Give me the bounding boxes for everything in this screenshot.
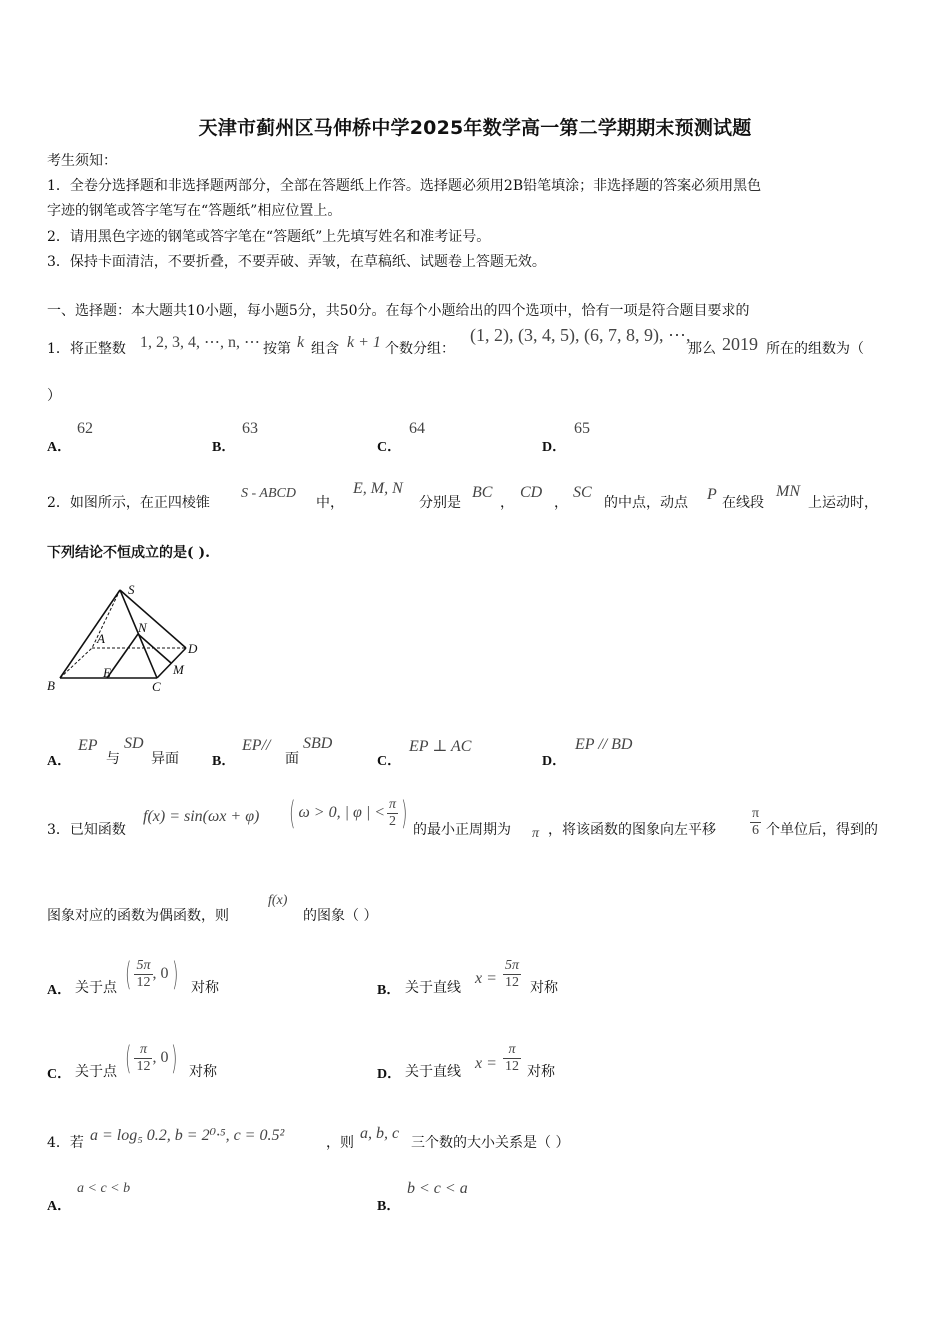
label-s: S <box>128 582 135 597</box>
q2-option-a-m1: EP <box>78 737 98 754</box>
q1-2019: 2019 <box>722 334 758 354</box>
q2-option-d-m1: EP // BD <box>575 736 633 753</box>
q1-text-4: 那么 <box>688 341 716 357</box>
q3-option-d-text-2: 对称 <box>527 1064 555 1080</box>
q3-option-b-frac: $\frac{5\pi}{12}$ <box>505 958 520 990</box>
q2-sc: SC <box>573 484 592 501</box>
q3-text-2: ，将该函数的图象向左平移 <box>548 822 716 838</box>
q3-condition-frac: $\frac{\pi}{2}$ <box>389 796 397 829</box>
q3-option-b-x: x = <box>475 970 497 987</box>
q3-number: 3．已知函数 <box>47 822 126 838</box>
q2-option-b-m2: SBD <box>303 735 333 752</box>
q4-text-2: 三个数的大小关系是（ ） <box>411 1135 570 1151</box>
q3-option-c-point: ( $\frac{\pi}{12}$ , 0) <box>125 1039 178 1077</box>
q3-fx: f(x) <box>268 893 288 908</box>
q2-number: 2．如图所示，在正四棱锥 <box>47 495 210 511</box>
q2-p: P <box>707 486 717 503</box>
q3-period: π <box>532 826 540 841</box>
q3-option-a-label: A． <box>47 983 72 998</box>
q3-text-1: 的最小正周期为 <box>413 822 511 838</box>
q1-sequence: 1, 2, 3, 4, ⋯, n, ⋯ <box>140 334 260 351</box>
q1-option-a-label: A． <box>47 440 72 455</box>
pyramid-figure <box>40 580 220 700</box>
q4-number: 4．若 <box>47 1135 84 1151</box>
q2-text-1: 中， <box>316 495 344 511</box>
q4-option-b-label: B． <box>377 1199 401 1214</box>
label-a: A <box>97 631 105 646</box>
edge-ba-hidden <box>60 648 92 678</box>
q4-option-a-label: A． <box>47 1199 72 1214</box>
q2-option-b-text: 面 <box>285 751 299 767</box>
q2-text-2: 分别是 <box>419 495 461 511</box>
q4-expression: a = log₅ 0.2, b = 2⁰·⁵, c = 0.5² <box>90 1127 285 1144</box>
q2-option-a-text: 与 <box>106 751 120 767</box>
q1-option-b-value: 63 <box>242 420 258 437</box>
q1-option-d-value: 65 <box>574 420 590 437</box>
q1-text-5: 所在的组数为（ <box>766 341 864 357</box>
q2-points: E, M, N <box>353 480 403 497</box>
q3-right-paren: ) <box>401 794 408 832</box>
label-b: B <box>47 678 55 693</box>
q3-option-d-label: D． <box>377 1067 402 1082</box>
q1-option-a-value: 62 <box>77 420 93 437</box>
q2-comma-2: ， <box>554 495 568 511</box>
q3-option-d-text: 关于直线 <box>405 1064 461 1080</box>
label-d: D <box>188 641 198 656</box>
q4-option-a-value: a < c < b <box>77 1181 131 1196</box>
q1-option-c-value: 64 <box>409 420 425 437</box>
q3-function: f(x) = sin(ωx + φ) <box>143 808 260 825</box>
q1-text-3: 个数分组： <box>385 341 455 357</box>
q1-option-b-label: B． <box>212 440 236 455</box>
notice-line-1a: 1．全卷分选择题和非选择题两部分，全部在答题纸上作答。选择题必须用2B铅笔填涂；非选择题的答案必须用黑色 <box>47 178 762 194</box>
q4-text-1: ，则 <box>326 1135 354 1151</box>
q2-pyramid: S - ABCD <box>241 486 296 501</box>
q2-text-5: 上运动时， <box>808 495 878 511</box>
q2-option-d-label: D． <box>542 754 567 769</box>
page-title: 天津市蓟州区马伸桥中学2025年数学高一第二学期期末预测试题 <box>198 117 752 139</box>
q2-text-3: 的中点，动点 <box>604 495 688 511</box>
q3-option-a-point: ( $\frac{5\pi}{12}$ , 0) <box>125 955 178 993</box>
q3-option-d-frac: $\frac{\pi}{12}$ <box>505 1042 519 1074</box>
q1-option-d-label: D． <box>542 440 567 455</box>
q3-shift-frac: $\frac{\pi}{6}$ <box>752 806 760 838</box>
q2-line-2: 下列结论不恒成立的是( ). <box>47 545 210 561</box>
q3-option-b-label: B． <box>377 983 401 998</box>
q2-option-b-m1: EP// <box>242 737 271 754</box>
q2-text-4: 在线段 <box>722 495 764 511</box>
notice-line-3: 3．保持卡面清洁，不要折叠，不要弄破、弄皱，在草稿纸、试题卷上答题无效。 <box>47 254 546 270</box>
q1-k: k <box>297 334 305 351</box>
segment-en <box>107 634 138 678</box>
q2-comma-1: ， <box>500 495 514 511</box>
q3-text-3: 个单位后，得到的 <box>766 822 878 838</box>
q3-option-a-text-2: 对称 <box>191 980 219 996</box>
q3-condition-text: ω > 0, | φ | < <box>298 804 386 821</box>
q2-option-a-m2: SD <box>124 735 144 752</box>
q1-k-plus-1: k + 1 <box>347 334 381 351</box>
q2-option-a-label: A． <box>47 754 72 769</box>
q2-option-c-label: C． <box>377 754 402 769</box>
q3-option-b-text-2: 对称 <box>530 980 558 996</box>
q2-option-a-text-2: 异面 <box>151 751 179 767</box>
label-e: E <box>103 665 111 680</box>
q3-left-paren: ( <box>289 794 296 832</box>
notice-line-2: 2．请用黑色字迹的钢笔或答字笔在“答题纸”上先填写姓名和准考证号。 <box>47 229 491 245</box>
edge-sb <box>60 590 120 678</box>
label-m: M <box>173 662 184 677</box>
q3-condition <box>286 794 411 842</box>
q3-option-c-text-2: 对称 <box>189 1064 217 1080</box>
notice-line-1b: 字迹的钢笔或答字笔写在“答题纸”相应位置上。 <box>47 203 342 219</box>
q1-number: 1．将正整数 <box>47 341 126 357</box>
label-c: C <box>152 679 161 694</box>
q3-option-c-text: 关于点 <box>75 1064 117 1080</box>
notice-heading: 考生须知： <box>47 153 117 169</box>
q4-abc: a, b, c <box>360 1125 400 1142</box>
q3-option-d-x: x = <box>475 1055 497 1072</box>
q2-option-c-m1: EP ⊥ AC <box>409 738 472 755</box>
q3-option-c-label: C． <box>47 1067 72 1082</box>
q1-text-1: 按第 <box>263 341 291 357</box>
q3-option-a-text: 关于点 <box>75 980 117 996</box>
label-n: N <box>138 620 147 635</box>
q2-option-b-label: B． <box>212 754 236 769</box>
q3-line-2a: 图象对应的函数为偶函数，则 <box>47 908 229 924</box>
q2-cd: CD <box>520 484 543 501</box>
q2-bc: BC <box>472 484 493 501</box>
q1-option-c-label: C． <box>377 440 402 455</box>
q2-mn: MN <box>776 483 800 500</box>
q3-option-b-text: 关于直线 <box>405 980 461 996</box>
q1-close-paren: ） <box>47 388 61 404</box>
edge-sd <box>120 590 186 648</box>
q1-groups: (1, 2), (3, 4, 5), (6, 7, 8, 9), ⋯, <box>470 325 691 345</box>
section-heading: 一、选择题：本大题共10小题，每小题5分，共50分。在每个小题给出的四个选项中，恰有一项是符合题目要求的 <box>47 303 750 319</box>
q4-option-b-value: b < c < a <box>407 1180 468 1197</box>
q3-line-2b: 的图象（ ） <box>303 908 378 924</box>
q1-text-2: 组含 <box>311 341 339 357</box>
